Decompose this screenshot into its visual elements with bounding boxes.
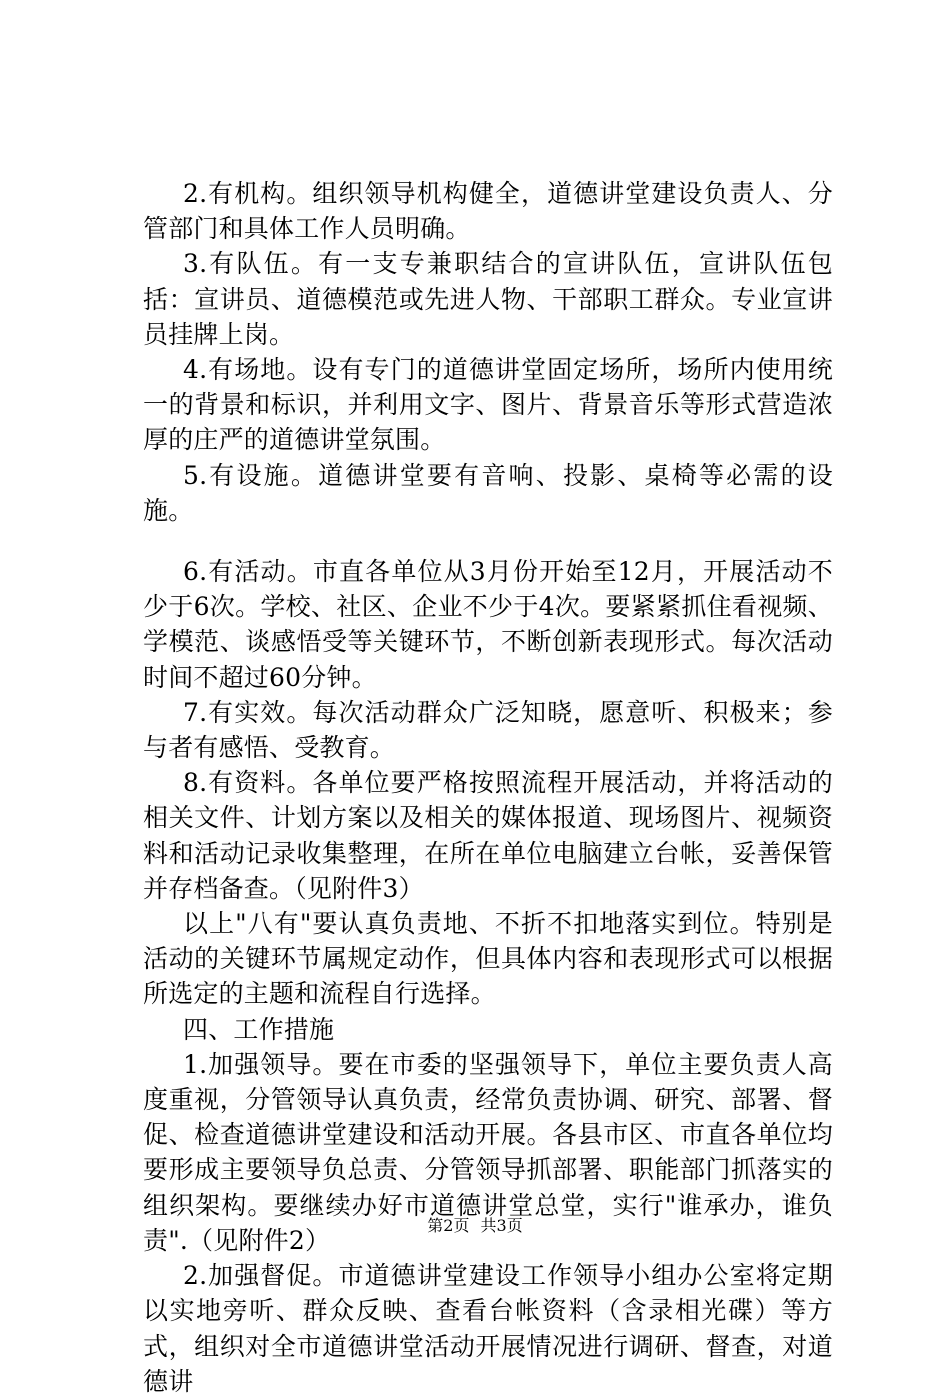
paragraph-item-5-facilities: 5.有设施。道德讲堂要有音响、投影、桌椅等必需的设施。 bbox=[143, 460, 833, 525]
paragraph-summary: 以上"八有"要认真负责地、不折不扣地落实到位。特别是活动的关键环节属规定动作，但具体内容和表现形式可以根据所选定的主题和流程自行选择。 bbox=[143, 909, 833, 1009]
paragraph-item-7-effect: 7.有实效。每次活动群众广泛知晓，愿意听、积极来；参与者有感悟、受教育。 bbox=[143, 697, 833, 763]
page-total: 共3页 bbox=[480, 1216, 523, 1235]
paragraph-item-8-records: 8.有资料。各单位要严格按照流程开展活动，并将活动的相关文件、计划方案以及相关的媒体报道、现场图片、视频资料和活动记录收集整理，在所在单位电脑建立台帐，妥善保管并存档备查。（见附件3） bbox=[143, 768, 833, 903]
paragraph-measure-1-leadership: 1.加强领导。要在市委的坚强领导下，单位主要负责人高度重视，分管领导认真负责，经常负责协调、研究、部署、督促、检查道德讲堂建设和活动开展。各县市区、市直各单位均要形成主要领导负总责、分管领导抓部署、职能部门抓落实的组织架构。要继续办好市道德讲堂总堂，实行"谁承办，谁负责".（见附件2） bbox=[143, 1049, 833, 1255]
paragraph-item-3-team: 3.有队伍。有一支专兼职结合的宣讲队伍，宣讲队伍包括：宣讲员、道德模范或先进人物、干部职工群众。专业宣讲员挂牌上岗。 bbox=[143, 249, 833, 349]
paragraph-item-6-activities: 6.有活动。市直各单位从3月份开始至12月，开展活动不少于6次。学校、社区、企业不少于4次。要紧紧抓住看视频、学模范、谈感悟受等关键环节，不断创新表现形式。每次活动时间不超过60分钟。 bbox=[143, 557, 833, 692]
section-heading-measures: 四、工作措施 bbox=[183, 1014, 335, 1044]
paragraph-item-2-organization: 2.有机构。组织领导机构健全，道德讲堂建设负责人、分管部门和具体工作人员明确。 bbox=[143, 179, 833, 244]
paragraph-measure-2-supervision: 2.加强督促。市道德讲堂建设工作领导小组办公室将定期以实地旁听、群众反映、查看台帐资料（含录相光碟）等方式，组织对全市道德讲堂活动开展情况进行调研、督查，对道德讲 bbox=[143, 1261, 833, 1396]
page-footer bbox=[0, 1216, 950, 1236]
page-number: 第2页 bbox=[427, 1216, 470, 1235]
paragraph-item-4-venue: 4.有场地。设有专门的道德讲堂固定场所，场所内使用统一的背景和标识，并利用文字、图片、背景音乐等形式营造浓厚的庄严的道德讲堂氛围。 bbox=[143, 355, 833, 455]
